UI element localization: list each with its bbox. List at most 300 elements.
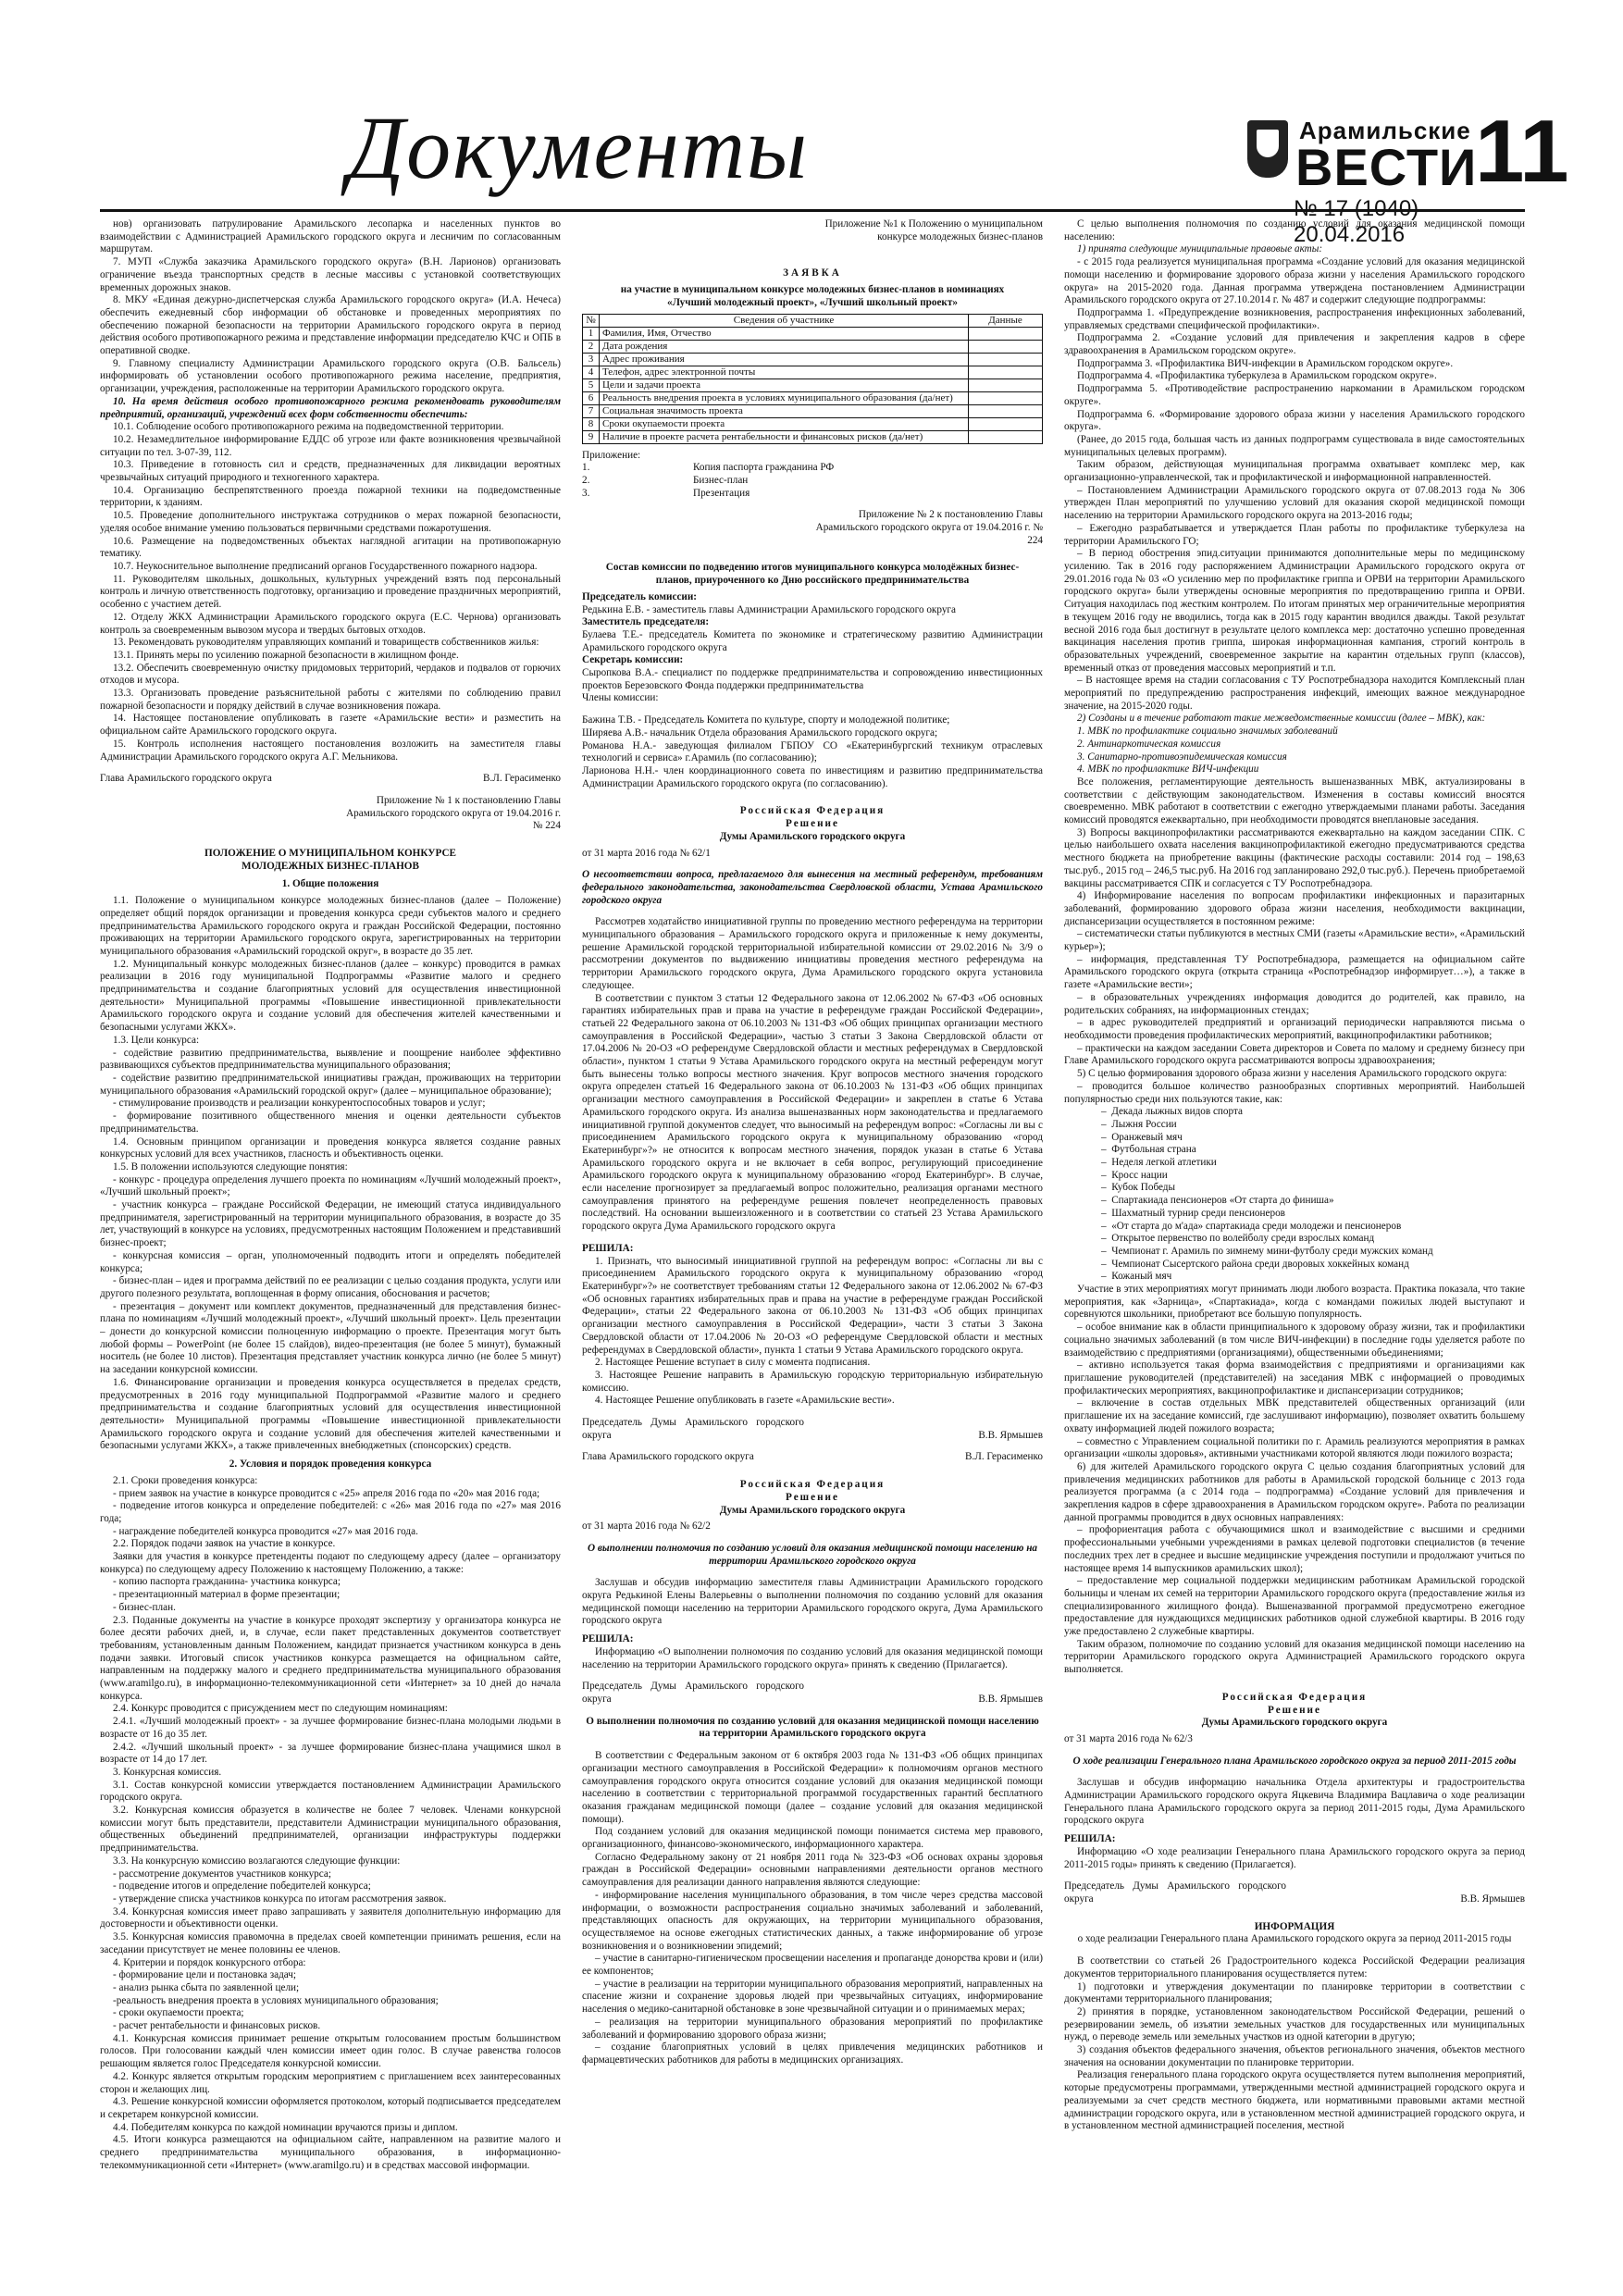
paragraph: 3.1. Состав конкурсной комиссии утверждается постановлением Администрации Арамильского городского округа. (100, 1779, 561, 1804)
section-heading: 2. Условия и порядок проведения конкурса (229, 1458, 432, 1471)
paragraph: 3. Настоящее Решение направить в Арамильскую городскую территориальную избирательную комиссию. (582, 1369, 1043, 1394)
paragraph: – совместно с Управлением социальной политики по г. Арамиль реализуются мероприятия в рамках организации «школы здоровья», активными участниками которой являются люди пожилого возраста; (1064, 1435, 1525, 1460)
paragraph: 3) создания объектов федерального значения, объектов регионального значения, объектов местного значения на основании документации по планировке территории. (1064, 2044, 1525, 2068)
signature-role: Председатель Думы Арамильского городского округа (1064, 1880, 1286, 1905)
resolution-text: Информацию «О выполнении полномочия по созданию условий для оказания медицинской помощи населению на территории Арамильского городского округа» принять к сведению (Прилагается). (582, 1645, 1043, 1670)
paragraph: Подпрограмма 2. «Создание условий для привлечения и закрепления кадров в сфере здравоохранения в Арамильском городском округе». (1064, 332, 1525, 357)
paragraph: 1.4. Основным принципом организации и проведения конкурса является создание равных конкурсных условий для всех участников, гласность и объективность оценки. (100, 1136, 561, 1160)
country-heading: Российская Федерация (739, 1479, 886, 1491)
signature-block (582, 1451, 1043, 1464)
signature-role: Председатель Думы Арамильского городского округа (582, 1681, 804, 1705)
paragraph: 12. Отделу ЖКХ Администрации Арамильского городского округа (Е.С. Чернова) организовать контроль за своевременным вывозом мусора и твердых бытовых отходов. (100, 611, 561, 636)
list-item (1064, 1271, 1525, 1284)
resolved-label: РЕШИЛА: (582, 1633, 634, 1645)
paragraph: - анализ рынка сбыта по заявленной цели; (113, 1981, 300, 1993)
members-label: Члены комиссии: (582, 692, 659, 704)
sports-event: Кубок Победы (1111, 1182, 1176, 1194)
resolution-text: Информацию «О ходе реализации Генерального плана Арамильского городского округа за период 2011-2015 годы» принять к сведению (Прилагается). (1064, 1845, 1525, 1870)
paragraph: 4.1. Конкурсная комиссия принимает решение открытым голосованием простым большинством голосов. При голосовании каждый член комиссии имеет один голос. В случае равенства голосов решающим является голос Председателя конкурсной комиссии. (100, 2032, 561, 2070)
paragraph: - утверждение списка участников конкурса по итогам рассмотрения заявок. (113, 1893, 447, 1905)
paragraph: 1) подготовки и утверждения документации по планировке территории в соответствии с документами территориального планирования; (1064, 1980, 1525, 2005)
bullet-icon: – (1101, 1195, 1112, 1207)
resolution-points (582, 1256, 1043, 1408)
paragraph: 4. Настоящее Решение опубликовать в газете «Арамильские вести». (595, 1395, 895, 1407)
table-cell-data (969, 327, 1043, 340)
table-cell-number: 6 (583, 391, 600, 404)
paragraph: Под созданием условий для оказания медицинской помощи понимается система мер правового, организационного, финансово-экономического, информационного характера. (582, 1826, 1043, 1851)
paragraph: - копию паспорта гражданина- участника конкурса; (113, 1576, 341, 1588)
signature-role: Глава Арамильского городского округа (100, 773, 272, 785)
list-item (582, 462, 1043, 475)
attachment-title: Бизнес-план (693, 474, 749, 486)
table-cell-data (969, 417, 1043, 430)
paragraph: 3) Вопросы вакцинопрофилактики рассматриваются ежеквартально на каждом заседании СПК. С целью наибольшего охвата населения вакцинопрофилактикой ежегодно предусматриваются средства местного бюджета на приобретение вакцины (фактические расходы составили: 2014 год – 198,63 тыс.руб., 2015 год – 246,5 тыс.руб. На 2016 год запланировано 292,0 тыс.руб.). Перечень приобретаемой вакцины рассматривается СПК и согласуется с ТУ Роспотребнадзора. (1064, 826, 1525, 889)
bullet-icon: – (1101, 1182, 1112, 1194)
fire-regime-points (100, 421, 561, 763)
paragraph: - формирование цели и постановка задач; (113, 1969, 297, 1981)
paragraph: 3.3. На конкурсную комиссию возлагаются следующие функции: (113, 1855, 401, 1867)
sports-event: Оранжевый мяч (1111, 1131, 1183, 1143)
vice-chair-text: Булаева Т.Е.- председатель Комитета по экономике и стратегическому развитию Администрации Арамильского городского округа (582, 628, 1043, 653)
paragraph: - награждение победителей конкурса проводится «27» мая 2016 года. (113, 1525, 418, 1537)
information-title: О выполнении полномочия по созданию условий для оказания медицинской помощи населению на территории Арамильского городского округа (586, 1715, 1039, 1740)
signature-role: Глава Арамильского городского округа (582, 1451, 754, 1463)
paragraph: -реальность внедрения проекта в условиях муниципального образования; (113, 1994, 439, 2006)
paragraph: - конкурсная комиссия – орган, уполномоченный подводить итоги и определять победителей конкурса; (100, 1249, 561, 1274)
table-row (583, 327, 1043, 340)
paragraph: 8. МКУ «Единая дежурно-диспетчерская служба Арамильского городского округа» (И.А. Нечеса) обеспечить ежедневный сбор информации об обстановке и проведенных мероприятиях по обеспечению пожарной безопасности на территории Арамильского городского округа в период действия особого противопожарного режима и представление информации председателю КЧС и ОПБ в оперативной сводке. (100, 294, 561, 357)
paragraph: – Постановлением Администрации Арамильского городского округа от 07.08.2013 года № 306 утвержден План мероприятий по улучшению условий для оказания скорой медицинской помощи населению на территории Арамильского городского округа на 2013-2016 годы; (1064, 484, 1525, 522)
general-provisions (100, 895, 561, 1453)
table-cell-number: 4 (583, 366, 600, 379)
table-header-cell: Данные (969, 314, 1043, 327)
intro-text: С целью выполнения полномочия по созданию условий для оказания медицинской помощи населению: (1064, 218, 1525, 242)
signature-name: В.Л. Герасименко (964, 1451, 1043, 1463)
decision-body: Заслушав и обсудив информацию заместителя главы Администрации Арамильского городского округа Редькиной Елены Валерьевны о выполнении полномочия по созданию условий для оказания медицинской помощи населению на территории Арамильского городского округа, Дума Арамильского городского округа (582, 1577, 1043, 1627)
paragraph: 10.6. Размещение на подведомственных объектах наглядной агитации на противопожарную тематику. (100, 535, 561, 560)
paragraph: – участие в реализации на территории муниципального образования мероприятий, направленных на спасение жизни и сохранение здоровья людей при чрезвычайных ситуациях, информирование населения о медико-санитарной обстановке в зоне чрезвычайной ситуации и о принимаемых мерах; (582, 1978, 1043, 2016)
list-item (1064, 1233, 1525, 1246)
paragraph: 3.2. Конкурсная комиссия образуется в количестве не более 7 человек. Членами конкурсной комиссии могут быть представители, представители Администрации муниципального образования, общественных объединений предпринимателей, организации инфраструктуры поддержки предпринимательства. (100, 1805, 561, 1855)
paragraph: - подведение итогов конкурса и определение победителей: с «26» мая 2016 года по «27» мая 2016 года; (100, 1500, 561, 1524)
list-item (1064, 1144, 1525, 1157)
paragraph: 4.4. Победителям конкурса по каждой номинации вручаются призы и диплом. (113, 2121, 458, 2133)
attachment-label: Приложение: (582, 449, 641, 461)
contest-conditions (100, 1475, 561, 2173)
paragraph: 10.2. Незамедлительное информирование ЕДДС об угрозе или факте возникновения чрезвычайной ситуации по тел. 3-07-39, 112. (100, 433, 561, 458)
paragraph: – в адрес руководителей предприятий и организаций периодически направляются письма о необходимости проведения профилактических мероприятий, вакцинопрофилактики работников; (1064, 1017, 1525, 1041)
paragraph: Таким образом, действующая муниципальная программа охватывает комплекс мер, как организационно-управленческой, так и профилактической и информационной направленностей. (1064, 459, 1525, 484)
table-row (583, 379, 1043, 391)
table-row (583, 391, 1043, 404)
sports-event: Чемпионат г. Арамиль по зимнему мини-футболу среди мужских команд (1111, 1245, 1433, 1257)
commissions-list (1064, 726, 1525, 776)
signature-role: Председатель Думы Арамильского городского округа (582, 1417, 804, 1441)
bullet-icon: – (1101, 1144, 1112, 1156)
decision-date: от 31 марта 2016 года № 62/3 (1064, 1732, 1193, 1744)
table-cell-number: 1 (583, 327, 600, 340)
table-row (583, 404, 1043, 417)
paragraph: Заявки для участия в конкурсе претенденты подают по следующему адресу (далее – организатору конкурса) по следующему адресу Положению к настоящему Положению, а также: (100, 1551, 561, 1575)
list-item (1064, 1182, 1525, 1195)
commission-title: Состав комиссии по подведению итогов муниципального конкурса молодёжных бизнес-планов, приуроченного ко Дню российского предпринимательства (605, 562, 1020, 587)
list-item (1064, 1157, 1525, 1170)
paragraph: – участие в санитарно-гигиеническом просвещении населения и пропаганде донорства крови и (или) ее компонентов; (582, 1953, 1043, 1978)
list-item (1064, 1208, 1525, 1221)
annex-note: Приложение № 1 к постановлению Главы Арамильского городского округа от 19.04.2016 г. № 224 (346, 794, 561, 832)
sports-event: Спартакиада пенсионеров «От старта до финиша» (1111, 1195, 1334, 1207)
paragraph: Бажина Т.В. - Председатель Комитета по культуре, спорту и молодежной политике; (582, 714, 950, 726)
signature-block (100, 773, 561, 786)
table-cell-number: 2 (583, 340, 600, 353)
paragraph: 4.5. Итоги конкурса размещаются на официальном сайте, направленном на развитие малого и среднего предпринимательства муниципального образования, в информационно-телекоммуникационной сети «Интернет» (www.aramilgo.ru) и в средствах массовой информации. (100, 2134, 561, 2171)
paragraph: - с 2015 года реализуется муниципальная программа «Создание условий для оказания медицинской помощи населению и формирование здорового образа жизни у населения Арамильского городского округа» на 2015-2020 года. Данная программа утверждена постановлением Администрации Арамильского городского округа от 27.10.2014 г. № 487 и содержит следующие подпрограммы: (1064, 256, 1525, 306)
bullet-icon: – (1101, 1157, 1112, 1169)
sports-event: Кожаный мяч (1111, 1271, 1172, 1283)
signature-name: В.В. Ярмышев (978, 1429, 1043, 1441)
paragraph: – создание благоприятных условий в целях привлечения медицинских работников и фармацевтических работников для работы в медицинских организациях. (582, 2042, 1043, 2066)
paragraph: Ларионова Н.Н.- член координационного совета по инвестициям и развитию предпринимательства Администрации Арамильского городского округа (по согласованию). (582, 764, 1043, 789)
list-item (582, 488, 1043, 501)
signature-block (582, 1681, 1043, 1706)
paragraph: – информация, представленная ТУ Роспотребнадзора, размещается на официальном сайте Арамильского городского округа (открыта страница «Роспотребнадзор информирует…»), а также в газете «Арамильские вести»; (1064, 953, 1525, 991)
application-subtitle: на участие в муниципальном конкурсе молодежных бизнес-планов в номинациях «Лучший молодежный проект», «Лучший школьный проект» (620, 284, 1005, 308)
paragraph: 1.5. В положении используются следующие понятия: (113, 1160, 348, 1173)
paragraph: 3. Конкурсная комиссия. (113, 1766, 222, 1778)
paragraph: Реализация генерального плана городского округа осуществляется путем выполнения мероприятий, которые предусмотрены программами, утвержденными местной администрацией городского округа и реализуемыми за счет средств местного бюджета, или нормативными правовыми актами местной администрации городского округа, или в установленном местной администрацией городского округа, и в установленном местной администрацией поселения, местной (1064, 2069, 1525, 2132)
attachment-number: 2. (582, 474, 590, 486)
paragraph: Подпрограмма 3. «Профилактика ВИЧ-инфекции в Арамильском городском округе». (1077, 357, 1454, 369)
paragraph: В соответствии с пунктом 3 статьи 12 Федерального закона от 12.06.2002 № 67-ФЗ «Об основных гарантиях избирательных прав и права на участие в референдуме граждан Российской Федерации», статьей 22 Федерального закона от 06.10.2003 № 131-ФЗ «Об общих принципах организации местного самоуправления в Российской Федерации», частью 3 статьи 3 Закона Свердловской области от 17.04.2006 № 20-ОЗ «О референдуме Свердловской области и местных референдумах в Свердловской области», пунктом 1 статьи 9 Устава Арамильского городского округа на местный референдум могут быть вынесены только вопросы местного значения. Круг вопросов местного значения городского округа определен статьей 16 Федерального закона от 06.10.2003 № 131-ФЗ «Об общих принципах организации местного самоуправления в Российской Федерации» и закреплен в статье 6 Устава Арамильского городского округа. Из анализа вышеназванных норм законодательства и предлагаемого инициативной группой документов следует, что выносимый на референдум вопрос: «Согласны ли вы с присоединением Арамильского городского округа к муниципальному образованию «город Екатеринбург»?» не относится к вопросам местного значения, порядок указан в статье 6 Устава Арамильского городского округа и не включает в себя вопрос, регулирующий присоединение Арамильского городского округа к муниципальному образованию «город Екатеринбург». В случае, если население прогнозирует за предлагаемый вопрос положительно, реализация органами местного самоуправления принятого на референдуме решения повлечет неопределенность правовых последствий. На основании вышеизложенного и в соответствии со статьей 23 Устава Арамильского городского округа Дума Арамильского городского округа (582, 992, 1043, 1233)
paragraph: 4. МВК по профилактике ВИЧ-инфекции (1077, 763, 1259, 776)
paragraph: - презентационный материал в форме презентации; (113, 1589, 341, 1601)
paragraph: Подпрограмма 1. «Предупреждение возникновения, распространения инфекционных заболеваний, управляемых средствами специфической профилактики». (1064, 306, 1525, 331)
table-row (583, 340, 1043, 353)
information-subtitle: о ходе реализации Генерального плана Арамильского городского округа за период 2011-2015 годы (1077, 1933, 1512, 1945)
list-item (1064, 1132, 1525, 1145)
legal-acts-heading: 1) принята следующие муниципальные правовые акты: (1077, 243, 1323, 255)
paragraph: 14. Настоящее постановление опубликовать в газете «Арамильские вести» и разместить на официальном сайте Арамильского городского округа. (100, 713, 561, 738)
decision-body (582, 916, 1043, 1234)
list-item (1064, 1259, 1525, 1272)
paragraph: 2.4.1. «Лучший молодежный проект» - за лучшее формирование бизнес-плана молодыми людьми в возрасте от 16 до 35 лет. (100, 1716, 561, 1740)
list-item (1064, 1195, 1525, 1208)
brand-name-main: ВЕСТИ (1295, 138, 1478, 196)
sports-events-list (1064, 1106, 1525, 1284)
members-list (582, 714, 1043, 790)
paragraph: 7. МУП «Служба заказчика Арамильского городского округа» (В.Н. Ларионов) организовать ограничение въезда транспортных средств в лесные массивы с установкой соответствующих временных дорожных знаков. (100, 256, 561, 293)
signature-block (582, 1417, 1043, 1442)
paragraph: 2. Настоящее Решение вступает в силу с момента подписания. (595, 1357, 871, 1369)
section-title: Документы (348, 98, 810, 197)
sports-event: Чемпионат Сысертского района среди дворовых хоккейных команд (1111, 1258, 1409, 1270)
paragraph: 6) для жителей Арамильского городского округа С целью создания благоприятных условий для привлечения медицинских работников для работы в Арамильской городской больнице с 2013 года реализуется программа (а с 2014 года – подпрограмма) «Создание условий для привлечения и закрепления кадров в сфере здравоохранения в Арамильском городском округе». Работа по реализации данной программы проводится в двух основных направлениях: (1064, 1460, 1525, 1523)
paragraph: 4) Информирование населения по вопросам профилактики инфекционных и паразитарных заболеваний, формированию здорового образа жизни населения, необходимости вакцинации, диспансеризации осуществляется в постоянном режиме: (1064, 890, 1525, 927)
table-cell-number: 5 (583, 379, 600, 391)
paragraph: В соответствии с Федеральным законом от 6 октября 2003 года № 131-ФЗ «Об общих принципах организации местного самоуправления в Российской Федерации» к полномочиям органов местного самоуправления городского округа относится создание условий для оказания медицинской помощи населению в соответствии с территориальной программой государственных гарантий бесплатного оказания гражданам медицинской помощи (далее – создание условий для оказания медицинской помощи). (582, 1750, 1043, 1825)
sports-event: Открытое первенство по волейболу среди взрослых команд (1111, 1233, 1375, 1245)
paragraph: 10.5. Проведение дополнительного инструктажа сотрудников о мерах пожарной безопасности, уделяя особое внимание умению пользоваться первичными средствами пожаротушения. (100, 510, 561, 534)
decision-subject: О несоответствии вопроса, предлагаемого для вынесения на местный референдум, требованиям федерального законодательства, законодательства Свердловской области, Устава Арамильского городского округа (582, 869, 1043, 906)
signature-name: В.Л. Герасименко (482, 773, 561, 785)
information-heading: ИНФОРМАЦИЯ (1254, 1920, 1335, 1932)
table-cell-field: Сроки окупаемости проекта (600, 417, 969, 430)
paragraph: 1.6. Финансирование организации и проведения конкурса осуществляется в пределах средств, предусмотренных в 2016 году муниципальной Подпрограммой «Развитие малого и среднего предпринимательства и создание благоприятных условий для осуществления инвестиционной деятельности» Муниципальной программы «Повышение инвестиционной привлекательности Арамильского городского округа и создание условий для обеспечения жителей качественными и безопасными услугами ЖКХ», а также привлеченных внебюджетных (спонсорских) средств. (100, 1376, 561, 1452)
paragraph: - подведение итогов и определение победителей конкурса; (113, 1880, 371, 1893)
signature-block (1064, 1880, 1525, 1905)
column-3 (1064, 218, 1525, 2217)
paragraph: 3.5. Конкурсная комиссия правомочна в пределах своей компетенции принимать решения, если на заседании присутствует не менее половины ее членов. (100, 1931, 561, 1955)
paragraph: - бизнес-план – идея и программа действий по ее реализации с целью создания продукта, услуги или другого полезного результата, воплощенная в форму описания, обоснования и расчетов; (100, 1275, 561, 1299)
application-table (582, 314, 1043, 444)
list-item (1064, 1119, 1525, 1132)
attachment-number: 1. (582, 462, 590, 474)
paragraph: - содействие развитию предпринимательства, выявление и поощрение наиболее эффективно развивающихся субъектов предпринимательства муниципального образования; (100, 1047, 561, 1072)
bullet-icon: – (1101, 1258, 1112, 1270)
chair-text: Редькина Е.В. - заместитель главы Администрации Арамильского городского округа (582, 603, 956, 615)
table-cell-field: Фамилия, Имя, Отчество (600, 327, 969, 340)
paragraph: 13.3. Организовать проведение разъяснительной работы с жителями по соблюдению правил пожарной безопасности и порядку действий в случае возникновения пожара. (100, 688, 561, 712)
table-row (583, 353, 1043, 366)
bullet-icon: – (1101, 1233, 1112, 1245)
bullet-icon: – (1101, 1271, 1112, 1283)
fire-regime-continuation (100, 218, 561, 396)
paragraph: 2.2. Порядок подачи заявок на участие в конкурсе. (113, 1538, 336, 1550)
attachment-list (582, 462, 1043, 500)
paragraph: (Ранее, до 2015 года, большая часть из данных подпрограмм существовала в виде самостоятельных муниципальных целевых программ). (1064, 433, 1525, 458)
paragraph: – В настоящее время на стадии согласования с ТУ Роспотребнадзора находится Комплексный план мероприятий по предупреждению распространения инфекций, имеющих важное международное значение, на 2015-2020 годы. (1064, 675, 1525, 712)
table-cell-data (969, 404, 1043, 417)
sports-event: «От старта до м'ада» спартакиада среди молодежи и пенсионеров (1111, 1220, 1402, 1232)
paragraph: - информирование населения муниципального образования, в том числе через средства массовой информации, о возможности распространения социально значимых заболеваний и заболеваний, представляющих опасность для окружающих, на территории муниципального образования, осуществляемое на основе ежегодных статистических данных, а также информирование об угрозе возникновения и о возникновении эпидемий; (582, 1889, 1043, 1952)
table-cell-data (969, 353, 1043, 366)
table-cell-field: Социальная значимость проекта (600, 404, 969, 417)
paragraph: 10.4. Организацию беспрепятственного проезда пожарной техники на подведомственные территории, к зданиям. (100, 484, 561, 509)
paragraph: 10.3. Приведение в готовность сил и средств, предназначенных для ликвидации вероятных чрезвычайных ситуаций природного и техногенного характера. (100, 459, 561, 484)
paragraph: 13.1. Принять меры по усилению пожарной безопасности в жилищном фонде. (113, 649, 459, 661)
programme-text (1064, 256, 1525, 713)
information-body (582, 1750, 1043, 2067)
table-header-cell: № (583, 314, 600, 327)
vice-chair-label: Заместитель председателя: (582, 616, 710, 628)
column-1 (100, 218, 561, 2217)
bullet-icon: – (1101, 1207, 1112, 1219)
attachment-title: Копия паспорта гражданина РФ (693, 462, 835, 474)
paragraph: Ширяева А.В.- начальник Отдела образования Арамильского городского округа; (582, 726, 938, 738)
coat-of-arms-icon (1247, 120, 1288, 178)
paragraph: 2.4.2. «Лучший школьный проект» - за лучшее формирование бизнес-плана учащимися школ в возрасте от 14 до 17 лет. (100, 1741, 561, 1766)
decision-heading: Решение (786, 1491, 839, 1503)
paragraph: 5) С целью формирования здорового образа жизни у населения Арамильского городского округа: (1077, 1068, 1507, 1080)
commissions-text (1064, 776, 1525, 1106)
paragraph: – особое внимание как в области принципиального к здоровому образу жизни, так и профилактики социально значимых заболеваний (в том числе ВИЧ-инфекции) в последние годы уделяется работе по взаимодействию с предприятиями (организациями), общественными объединениями; (1064, 1322, 1525, 1359)
signature-name: В.В. Ярмышев (1460, 1893, 1525, 1905)
sports-event: Кросс нации (1111, 1169, 1168, 1181)
list-item (1064, 1246, 1525, 1259)
paragraph: 2.3. Поданные документы на участие в конкурсе проходят экспертизу у организатора конкурса не более десяти рабочих дней, и, в случае, если пакет представленных документов соответствует требованиям, установленным данным Положением, кандидат признается участником конкурса в день подачи заявки. Итоговый список участников конкурса размещается на официальном сайте, направленным на поддержку малого и среднего предпринимательства муниципального образования (www.aramilgo.ru), в информационно-телекоммуникационной сети «Интернет» за 10 дней до начала конкурса. (100, 1614, 561, 1702)
paragraph: 2. Антинаркотическая комиссия (1077, 738, 1221, 750)
paragraph: – включение в состав отдельных МВК представителей общественных организаций (или приглашение их на заседание комиссий, где заслушивают информацию), позволяет охватить большему охвату информацией людей пожилого возраста; (1064, 1397, 1525, 1434)
paragraph: 13. Рекомендовать руководителям управляющих компаний и товариществ собственников жилья: (113, 637, 539, 649)
table-cell-number: 7 (583, 404, 600, 417)
table-header-row (583, 314, 1043, 327)
bullet-icon: – (1101, 1106, 1112, 1118)
brand-name-top: Арамильские (1299, 117, 1471, 144)
table-cell-data (969, 366, 1043, 379)
paragraph: – практически на каждом заседании Совета директоров и Совета по малому и среднему бизнесу при Главе Арамильского городского округа рассматриваются вопросы здравоохранения; (1064, 1042, 1525, 1067)
paragraph: - формирование позитивного общественного мнения и оценки деятельности субъектов предпринимательства. (100, 1111, 561, 1135)
table-cell-data (969, 340, 1043, 353)
paragraph: 3. Санитарно-противоэпидемическая комиссия (1077, 751, 1287, 763)
paragraph: Все положения, регламентирующие деятельность вышеназванных МВК, актуализированы в соответствии с действующим законодательством. Изменения в составы комиссий вносятся своевременно. МВК работают в соответствии с ежегодно утверждаемыми планами работы. Заседания комиссий проводятся ежеквартально, при необходимости проводятся внеплановые заседания. (1064, 776, 1525, 826)
list-item (1064, 1170, 1525, 1183)
decision-heading: Решение (786, 818, 839, 830)
paragraph: - бизнес-план. (113, 1601, 176, 1613)
table-cell-data (969, 379, 1043, 391)
paragraph: 15. Контроль исполнения настоящего постановления возложить на заместителя главы Администрации Арамильского городского округа А.Г. Мельникова. (100, 738, 561, 763)
bullet-icon: – (1101, 1245, 1112, 1257)
duma-heading: Думы Арамильского городского округа (1201, 1717, 1388, 1729)
paragraph: Согласно Федеральному закону от 21 ноября 2011 года № 323-ФЗ «Об основах охраны здоровья граждан в Российской Федерации» основными направлениями деятельности органов местного самоуправления для реализации данного направления являются следующие: (582, 1851, 1043, 1889)
annex-note: Приложение №1 к Положению о муниципальном конкурсе молодежных бизнес-планов (824, 218, 1043, 242)
masthead-rule (100, 209, 1525, 212)
paragraph: 2.1. Сроки проведения конкурса: (113, 1474, 258, 1486)
section-heading: 1. Общие положения (281, 878, 379, 890)
table-cell-field: Реальность внедрения проекта в условиях муниципального образования (да/нет) (600, 391, 969, 404)
country-heading: Российская Федерация (739, 805, 886, 817)
attachment-title: Презентация (693, 487, 750, 499)
table-cell-number: 3 (583, 353, 600, 366)
application-title: ЗАЯВКА (783, 267, 842, 279)
resolved-label: РЕШИЛА: (582, 1242, 634, 1254)
paragraph: Романова Н.А.- заведующая филиалом ГБПОУ СО «Екатеринбургский техникум отраслевых технологий и сервиса» г.Арамиль (по согласованию); (582, 739, 1043, 764)
paragraph: - стимулирование производств и реализации конкурентоспособных товаров и услуг; (113, 1098, 486, 1110)
issue-info: 20.04.2016 (1294, 222, 1406, 247)
paragraph: - содействие развитию предпринимательской инициативы граждан, проживающих на территории муниципального образования «Арамильский городской округ» (далее – муниципальное образование); (100, 1073, 561, 1097)
paragraph: 2) принятия в порядке, установленном законодательством Российской Федерации, решений о резервировании земель, об изъятии земельных участков для государственных или муниципальных нужд, о переводе земель или земельных участков из одной категории в другую; (1064, 2005, 1525, 2043)
table-row (583, 366, 1043, 379)
signature-name: В.В. Ярмышев (978, 1693, 1043, 1705)
paragraph: 1.1. Положение о муниципальном конкурсе молодежных бизнес-планов (далее – Положение) определяет общий порядок организации и проведения конкурса среди субъектов малого и среднего предпринимательства Арамильского городского округа и граждан Российской Федерации, постоянно проживающих на территории Арамильского городского округа, зарегистрированных на территории муниципального образования «Арамильский городской округ», в возрасте до 35 лет. (100, 895, 561, 957)
sports-event: Футбольная страна (1111, 1144, 1196, 1156)
table-cell-field: Телефон, адрес электронной почты (600, 366, 969, 379)
page-number: 11 (1475, 102, 1569, 201)
table-cell-field: Цели и задачи проекта (600, 379, 969, 391)
paragraph: 10.1. Соблюдение особого противопожарного режима на подведомственной территории. (113, 421, 504, 433)
table-cell-data (969, 430, 1043, 443)
paragraph: – реализация на территории муниципального образования мероприятий по профилактике заболеваний и формированию здорового образа жизни; (582, 2016, 1043, 2041)
chair-label: Председатель комиссии: (582, 590, 698, 602)
paragraph: – предоставление мер социальной поддержки медицинским работникам Арамильской городской больницы и членам их семей на территории Арамильского городского округа (предоставление жилья из специализированного жилищного фонда). Вышеназванной программой предусмотрено ежегодное предоставление для нуждающихся медицинских работников одной служебной квартиры. В 2016 году уже предоставлено 2 служебные квартиры. (1064, 1575, 1525, 1638)
paragraph: – в образовательных учреждениях информация доводится до родителей, как правило, на родительских собраниях, на информационных стендах; (1064, 991, 1525, 1016)
paragraph: Подпрограмма 5. «Противодействие распространению наркомании в Арамильском городском округе». (1064, 383, 1525, 407)
paragraph: - прием заявок на участие в конкурсе проводится с «25» апреля 2016 года по «20» мая 2016 года; (113, 1487, 540, 1499)
table-cell-number: 9 (583, 430, 600, 443)
paragraph: - конкурс - процедура определения лучшего проекта по номинациям «Лучший молодежный проект», «Лучший школьный проект»; (100, 1173, 561, 1198)
list-item (582, 475, 1043, 488)
list-item (1064, 1221, 1525, 1234)
health-text (1064, 1284, 1525, 1677)
sports-event: Лыжня России (1111, 1118, 1177, 1130)
paragraph: – проводится большое количество разнообразных спортивных мероприятий. Наибольшей популярностью среди них пользуются такие, как: (1064, 1080, 1525, 1105)
decision-date: от 31 марта 2016 года № 62/1 (582, 847, 711, 859)
paragraph: Участие в этих мероприятиях могут принимать люди любого возраста. Практика показала, что такие мероприятия, как «Зарница», «Спартакиада», когда с командами пожилых людей выступают и соревнуются школьники, приобретают все большую популярность. (1064, 1284, 1525, 1321)
table-cell-data (969, 391, 1043, 404)
paragraph: Подпрограмма 6. «Формирование здорового образа жизни у населения Арамильского городского округа». (1064, 408, 1525, 433)
sports-event: Шахматный турнир среди пенсионеров (1111, 1207, 1285, 1219)
commissions-heading: 2) Созданы и в течение работают такие межведомственные комиссии (далее – МВК), как: (1077, 713, 1486, 725)
paragraph: 10.7. Неукоснительное выполнение предписаний органов Государственного пожарного надзора. (113, 560, 538, 572)
paragraph: 4.2. Конкурс является открытым городским мероприятием с приглашением всех заинтересованных сторон и желающих лиц. (100, 2070, 561, 2095)
paragraph: – профориентация работа с обучающимися школ и взаимодействие с высшими и средними профессиональными учебными учреждениями в рамках целевой подготовки специалистов (в течение последних трех лет в среднее и высшие медицинские учреждения поступили и продолжают учиться по настоящее время 14 выпускников арамильских школ); (1064, 1524, 1525, 1574)
duma-heading: Думы Арамильского городского округа (719, 830, 906, 842)
attachment-number: 3. (582, 487, 590, 499)
list-item (1064, 1106, 1525, 1119)
paragraph: - расчет рентабельности и финансовых рисков. (113, 2020, 321, 2032)
resolved-label: РЕШИЛА: (1064, 1833, 1116, 1845)
paragraph: 4.3. Решение конкурсной комиссии оформляется протоколом, который подписывается председателем и секретарем конкурсной комиссии. (100, 2096, 561, 2120)
regulation-title: ПОЛОЖЕНИЕ О МУНИЦИПАЛЬНОМ КОНКУРСЕ МОЛОДЕЖНЫХ БИЗНЕС-ПЛАНОВ (204, 848, 456, 872)
decision-subject: О выполнении полномочия по созданию условий для оказания медицинской помощи населению на территории Арамильского городского округа (587, 1542, 1037, 1567)
paragraph: 1. МВК по профилактике социально значимых заболеваний (1077, 726, 1338, 738)
paragraph: - презентация – документ или комплект документов, предназначенный для представления бизнес-плана по номинациям «Лучший молодежный проект», «Лучший школьный проект». Цель презентации – донести до конкурсной комиссии полноценную информацию о проекте. Презентация могут быть любой формы – PowerPoint (не более 15 слайдов), видео-презентация (не более 5 минут), бумажный носитель (не более 10 листов). Презентация представляет участник конкурса лично (не более 5 минут) на заседании конкурсной комиссии. (100, 1300, 561, 1376)
bullet-icon: – (1101, 1169, 1112, 1181)
table-cell-number: 8 (583, 417, 600, 430)
table-header-cell: Сведения об участнике (600, 314, 969, 327)
decision-body: Заслушав и обсудив информацию начальника Отдела архитектуры и градостроительства Администрации Арамильского городского округа Яцкевича Владимира Вацлавича о ходе реализации Генерального плана Арамильского городского округа за период 2011-2015 годы, Дума Арамильского городского округа (1064, 1777, 1525, 1827)
paragraph: 1.2. Муниципальный конкурс молодежных бизнес-планов (далее – конкурс) проводится в рамках реализации в 2016 году муниципальной Подпрограммы «Развитие малого и среднего предпринимательства и создание благоприятных условий для осуществления инвестиционной деятельности» Муниципальной программы «Повышение инвестиционной привлекательности Арамильского городского округа и создание условий для обеспечения жителей качественными и безопасными услугами ЖКХ». (100, 958, 561, 1034)
table-cell-field: Адрес проживания (600, 353, 969, 366)
sports-event: Неделя легкой атлетики (1111, 1157, 1217, 1169)
paragraph: - сроки окупаемости проекта; (113, 2007, 244, 2019)
paragraph: Таким образом, полномочие по созданию условий для оказания медицинской помощи населению на территории Арамильского городского округа Администрацией Арамильского городского округа выполняется. (1064, 1638, 1525, 1676)
secretary-text: Сыропкова В.А.- специалист по поддержке предпринимательства и сопровождению инвестиционных проектов Березовского Фонда поддержки предпринимательства (582, 667, 1043, 691)
bullet-icon: – (1101, 1131, 1112, 1143)
paragraph: - рассмотрение документов участников конкурса; (113, 1868, 331, 1880)
duma-heading: Думы Арамильского городского округа (719, 1504, 906, 1516)
bullet-icon: – (1101, 1118, 1112, 1130)
table-row (583, 430, 1043, 443)
sports-event: Декада лыжных видов спорта (1111, 1106, 1243, 1118)
paragraph: 9. Главному специалисту Администрации Арамильского городского округа (О.В. Бальсель) информировать об установлении особого противопожарного режима население, предприятия, организации, учреждения, расположенные на территории Арамильского городского округа. (100, 357, 561, 395)
paragraph: – активно используется такая форма взаимодействия с предприятиями и организациями как приглашение руководителей (представителей) на заседания МВК с информацией о проводимых профилактических мероприятиях, вакцинопрофилактике и диспансеризации сотрудников; (1064, 1359, 1525, 1396)
paragraph: – В период обострения эпид.ситуации принимаются дополнительные меры по медицинскому усилению. Так в 2016 году распоряжением Администрации Арамильского городского округа от 29.01.2016 года № 03 «О усилению мер по профилактике гриппа и ОРВИ на территории Арамильского городского округа» были утверждены основные мероприятия по предотвращению гриппа и ОРВИ. Ситуация находилась под жестким контролем. По итогам принятых мер ограничительные мероприятия в текущем 2016 году не вводились, тогда как в 2015 году карантин вводился дважды. Такой результат весной 2016 года был достигнут в результате целого комплекса мер: достаточно успешно проведенная вакцинация населения против гриппа, широкая информационная кампания, строгий контроль в образовательных учреждений, своевременное закрытие на карантин отдельных групп (классов), временный отказ от проведения массовых мероприятий и т.п. (1064, 548, 1525, 674)
genplan-text (1064, 1955, 1525, 2133)
paragraph: - участник конкурса – граждане Российской Федерации, не имеющий статуса индивидуального предпринимателя, зарегистрированный на территории муниципального образования, в возрасте до 35 лет, участвующий в конкурсе на условиях, предусмотренных настоящим Положением и представивший бизнес-проект; (100, 1199, 561, 1249)
decision-date: от 31 марта 2016 года № 62/2 (582, 1520, 711, 1533)
paragraph: нов) организовать патрулирование Арамильского лесопарка и населенных пунктов во взаимодействии с Администрацией Арамильского городского округа и лесничим по согласованным маршрутам. (100, 218, 561, 255)
paragraph: – Ежегодно разрабатывается и утверждается План работы по профилактике туберкулеза на территории Арамильского ГО; (1064, 522, 1525, 547)
paragraph: 2.4. Конкурс проводится с присуждением мест по следующим номинациям: (113, 1703, 448, 1715)
table-cell-field: Наличие в проекте расчета рентабельности и финансовых рисков (да/нет) (600, 430, 969, 443)
paragraph: В соответствии со статьей 26 Градостроительного кодекса Российской Федерации реализация документов территориального планирования осуществляется путем: (1064, 1955, 1525, 1980)
paragraph: 3.4. Конкурсная комиссия имеет право запрашивать у заявителя дополнительную информацию для достоверности и объективности оценки. (100, 1905, 561, 1930)
country-heading: Российская Федерация (1221, 1691, 1368, 1703)
table-row (583, 417, 1043, 430)
column-2 (582, 218, 1043, 2217)
paragraph: 1.3. Цели конкурса: (113, 1034, 200, 1046)
paragraph: 13.2. Обеспечить своевременную очистку придомовых территорий, чердаков и подвалов от горючих отходов и мусора. (100, 662, 561, 687)
paragraph: – систематически статьи публикуются в местных СМИ (газеты «Арамильские вести», «Арамильский курьер»); (1064, 928, 1525, 953)
secretary-label: Секретарь комиссии: (582, 654, 684, 666)
paragraph: 1. Признать, что выносимый инициативной группой на референдум вопрос: «Согласны ли вы с присоединением Арамильского городского округа к муниципальному образованию «город Екатеринбург»?» не соответствует требованиям статьи 12 Федерального закона от 12.06.2002 № 67-ФЗ «Об основных гарантиях избирательных прав и права на участие в референдуме граждан Российской Федерации», статьи 22 Федерального закона от 06.10.2003 № 131-ФЗ «Об общих принципах организации местного самоуправления в Российской Федерации», части 3 статьи 3 Закона Свердловской области от 17.04.2006 № 20-ОЗ «О референдуме Свердловской области и местных референдумах в Свердловской области», пункта 1 статьи 9 Устава Арамильского городского округа. (582, 1255, 1043, 1356)
decision-heading: Решение (1268, 1704, 1321, 1716)
recommendation-heading: 10. На время действия особого противопожарного режима рекомендовать руководителям предприятий, организаций, учреждений всех форм собственности обеспечить: (100, 395, 561, 420)
paragraph: Рассмотрев ходатайство инициативной группы по проведению местного референдума на территории муниципального образования – Арамильского городского округа и приложенные к нему документы, решение Арамильской городской территориальной избирательной комиссии от 29.02.2016 № 3/9 о рассмотрении документов по выдвижению инициативы проведения местного референдума на территории Арамильского городского округа, Дума Арамильского городского округа установила следующее. (582, 916, 1043, 991)
bullet-icon: – (1101, 1220, 1112, 1232)
decision-subject: О ходе реализации Генерального плана Арамильского городского округа за период 2011-2015 годы (1072, 1755, 1517, 1767)
paragraph: 11. Руководителям школьных, дошкольных, культурных учреждений взять под персональный контроль и личную ответственность подготовку, организацию и проведение праздничных мероприятий, особенно с участием детей. (100, 573, 561, 611)
